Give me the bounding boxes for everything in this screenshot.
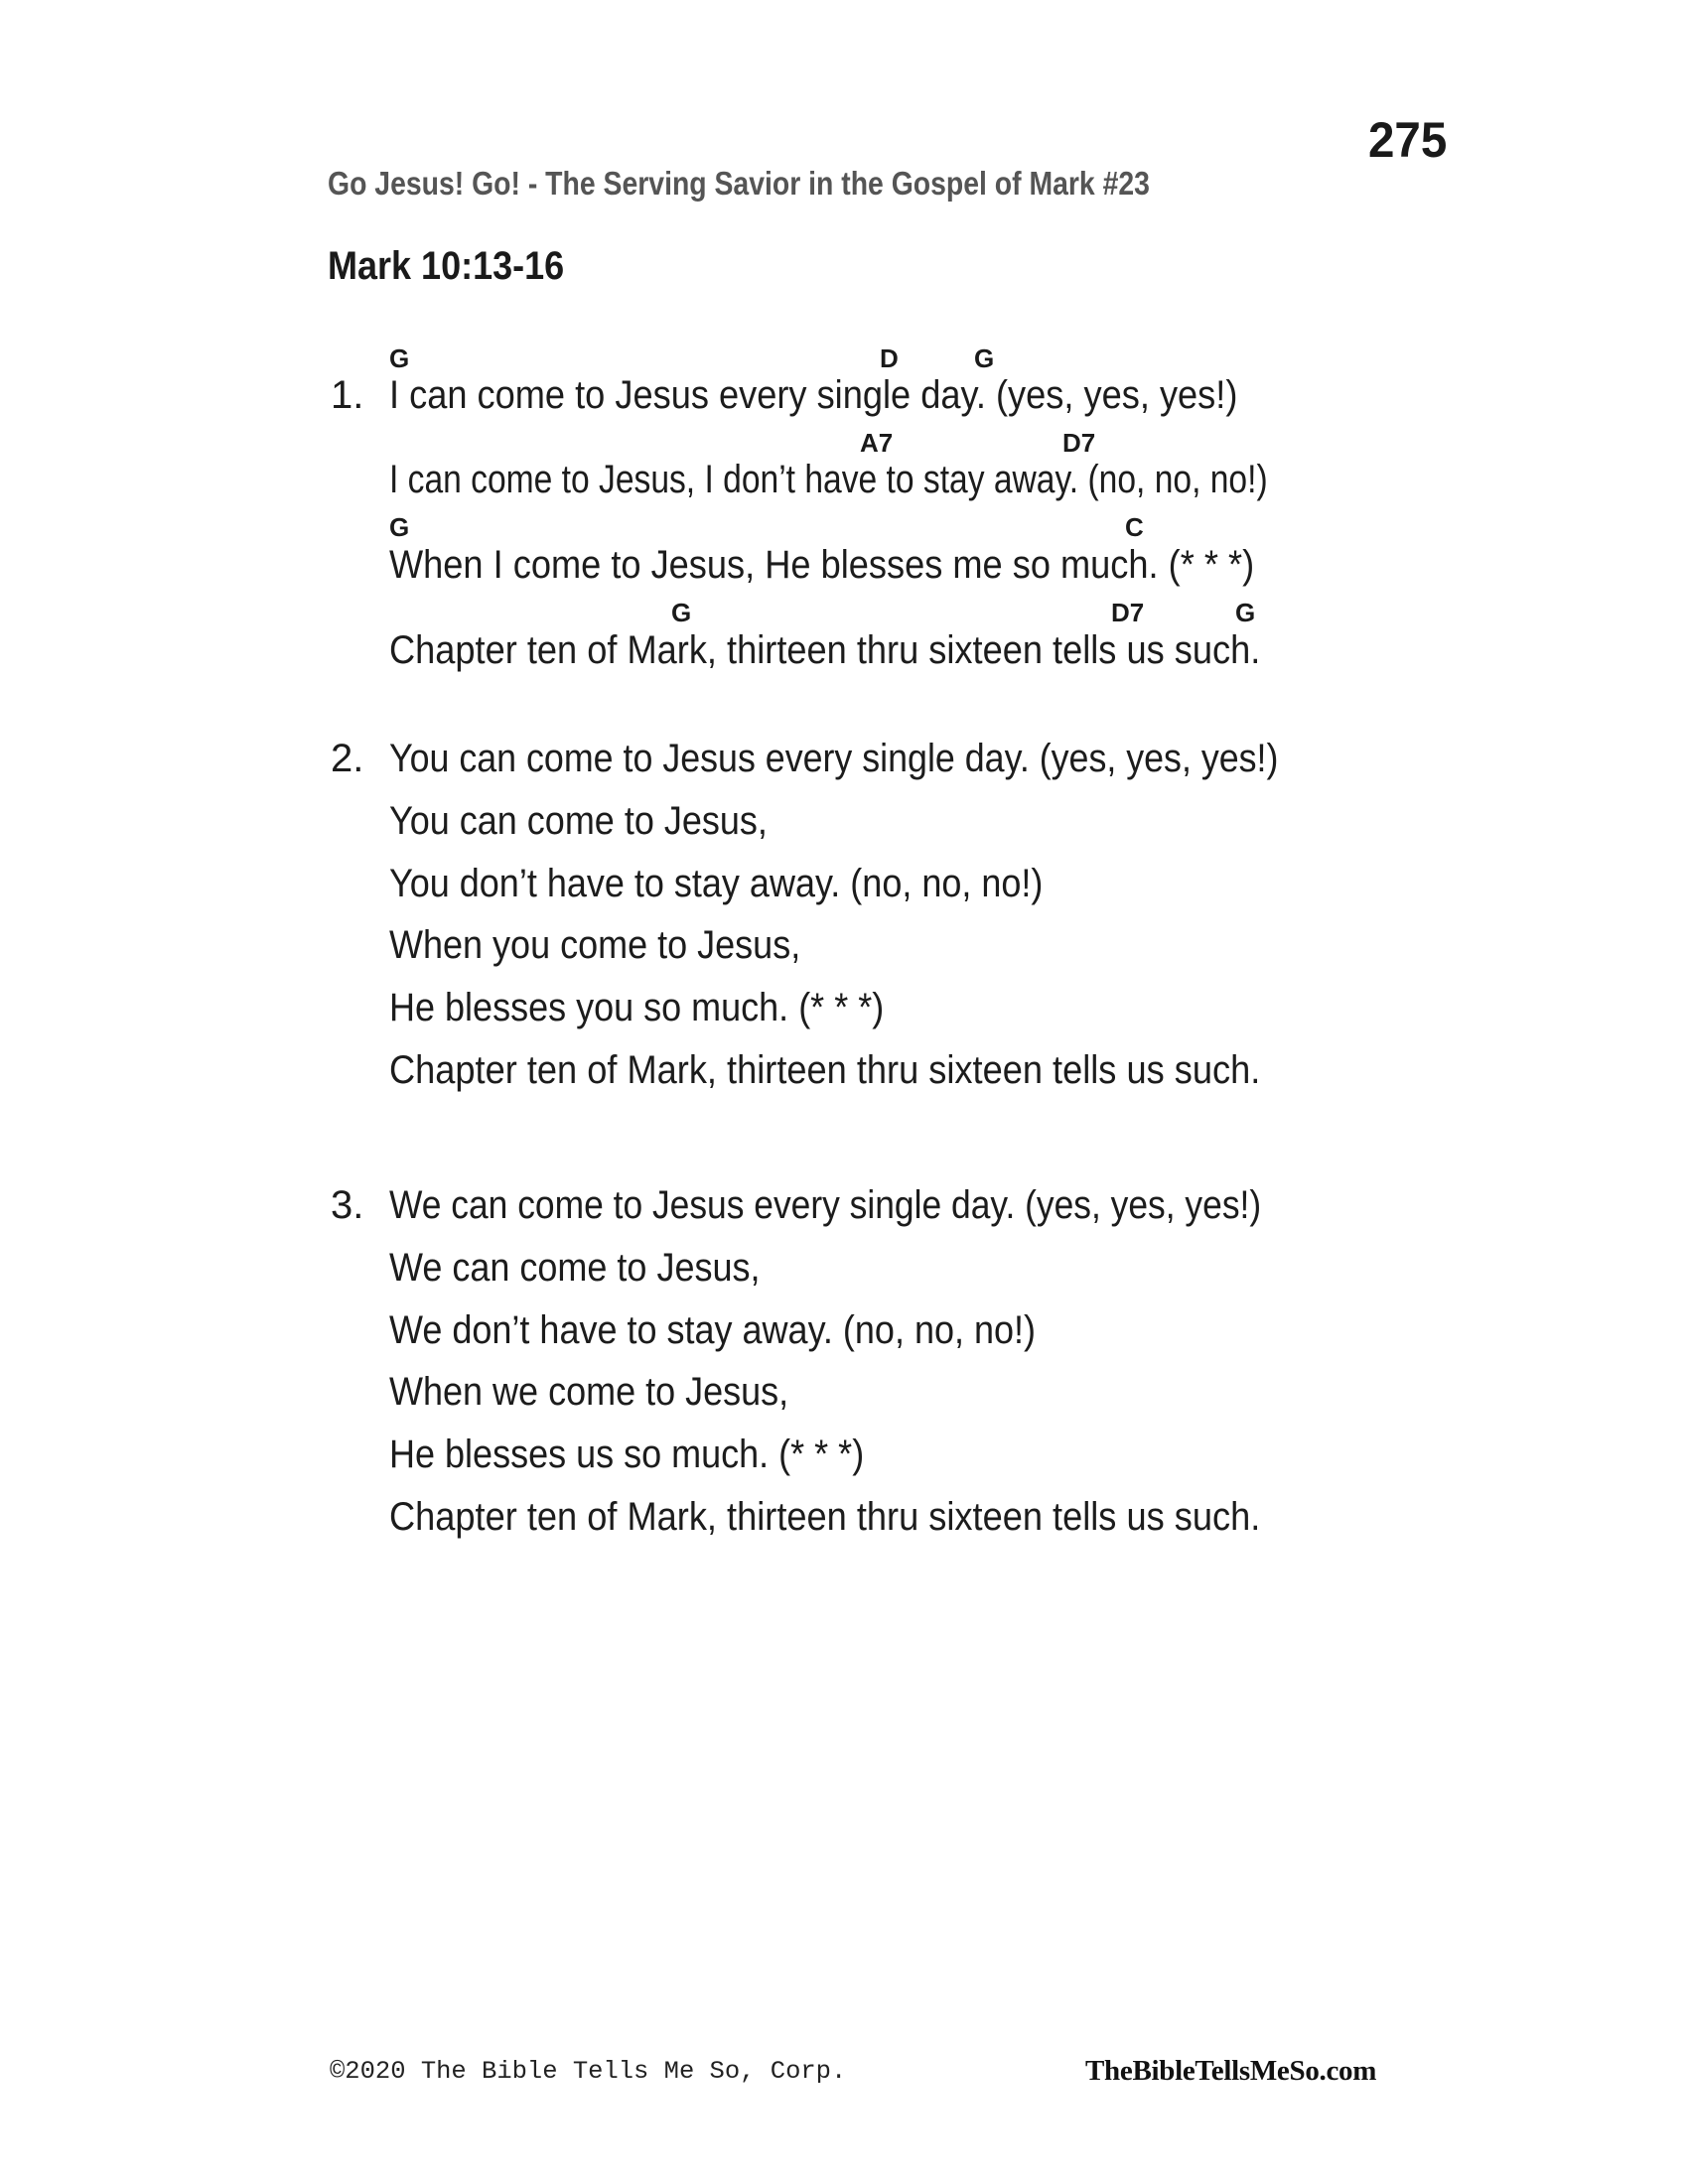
- series-title: Go Jesus! Go! - The Serving Savior in the Gospel of Mark #23: [328, 165, 1150, 202]
- lyric-line: We can come to Jesus,: [389, 1246, 761, 1290]
- lyric-line: You don’t have to stay away. (no, no, no!): [389, 862, 1044, 905]
- chord: G: [671, 598, 692, 627]
- lyric-line: He blesses you so much. (* * *): [389, 986, 885, 1029]
- chord: C: [1125, 512, 1144, 542]
- chord: D: [880, 343, 899, 373]
- chord: D7: [1111, 598, 1145, 627]
- verse-number: 3.: [331, 1183, 364, 1227]
- chord: G: [389, 512, 410, 542]
- lyric-line: When you come to Jesus,: [389, 923, 801, 967]
- chord: D7: [1062, 428, 1096, 458]
- lyric-line: He blesses us so much. (* * *): [389, 1433, 865, 1476]
- scripture-reference: Mark 10:13-16: [328, 244, 565, 288]
- lyric-line: You can come to Jesus every single day. (yes, yes, yes!): [389, 737, 1279, 780]
- lyric-line: You can come to Jesus,: [389, 799, 768, 843]
- website-link[interactable]: TheBibleTellsMeSo.com: [1085, 2055, 1377, 2087]
- lyric-line: I can come to Jesus, I don’t have to stay away. (no, no, no!): [389, 458, 1268, 501]
- lyric-line: When I come to Jesus, He blesses me so much. (* * *): [389, 543, 1255, 587]
- chord: G: [389, 343, 410, 373]
- lyric-line: Chapter ten of Mark, thirteen thru sixteen tells us such.: [389, 1495, 1261, 1539]
- lyric-line: We don’t have to stay away. (no, no, no!): [389, 1308, 1037, 1352]
- verse-number: 1.: [331, 373, 364, 417]
- lyric-line: Chapter ten of Mark, thirteen thru sixteen tells us such.: [389, 628, 1261, 672]
- verse-number: 2.: [331, 737, 364, 780]
- lyric-line: When we come to Jesus,: [389, 1370, 789, 1414]
- chord: G: [1235, 598, 1256, 627]
- lyric-line: Chapter ten of Mark, thirteen thru sixteen tells us such.: [389, 1048, 1261, 1092]
- lyric-line: We can come to Jesus every single day. (yes, yes, yes!): [389, 1183, 1262, 1227]
- copyright-notice: ©2020 The Bible Tells Me So, Corp.: [330, 2057, 847, 2086]
- chord: G: [974, 343, 995, 373]
- chord: A7: [860, 428, 894, 458]
- lyric-line: I can come to Jesus every single day. (yes, yes, yes!): [389, 373, 1238, 417]
- page-number: 275: [1368, 112, 1448, 168]
